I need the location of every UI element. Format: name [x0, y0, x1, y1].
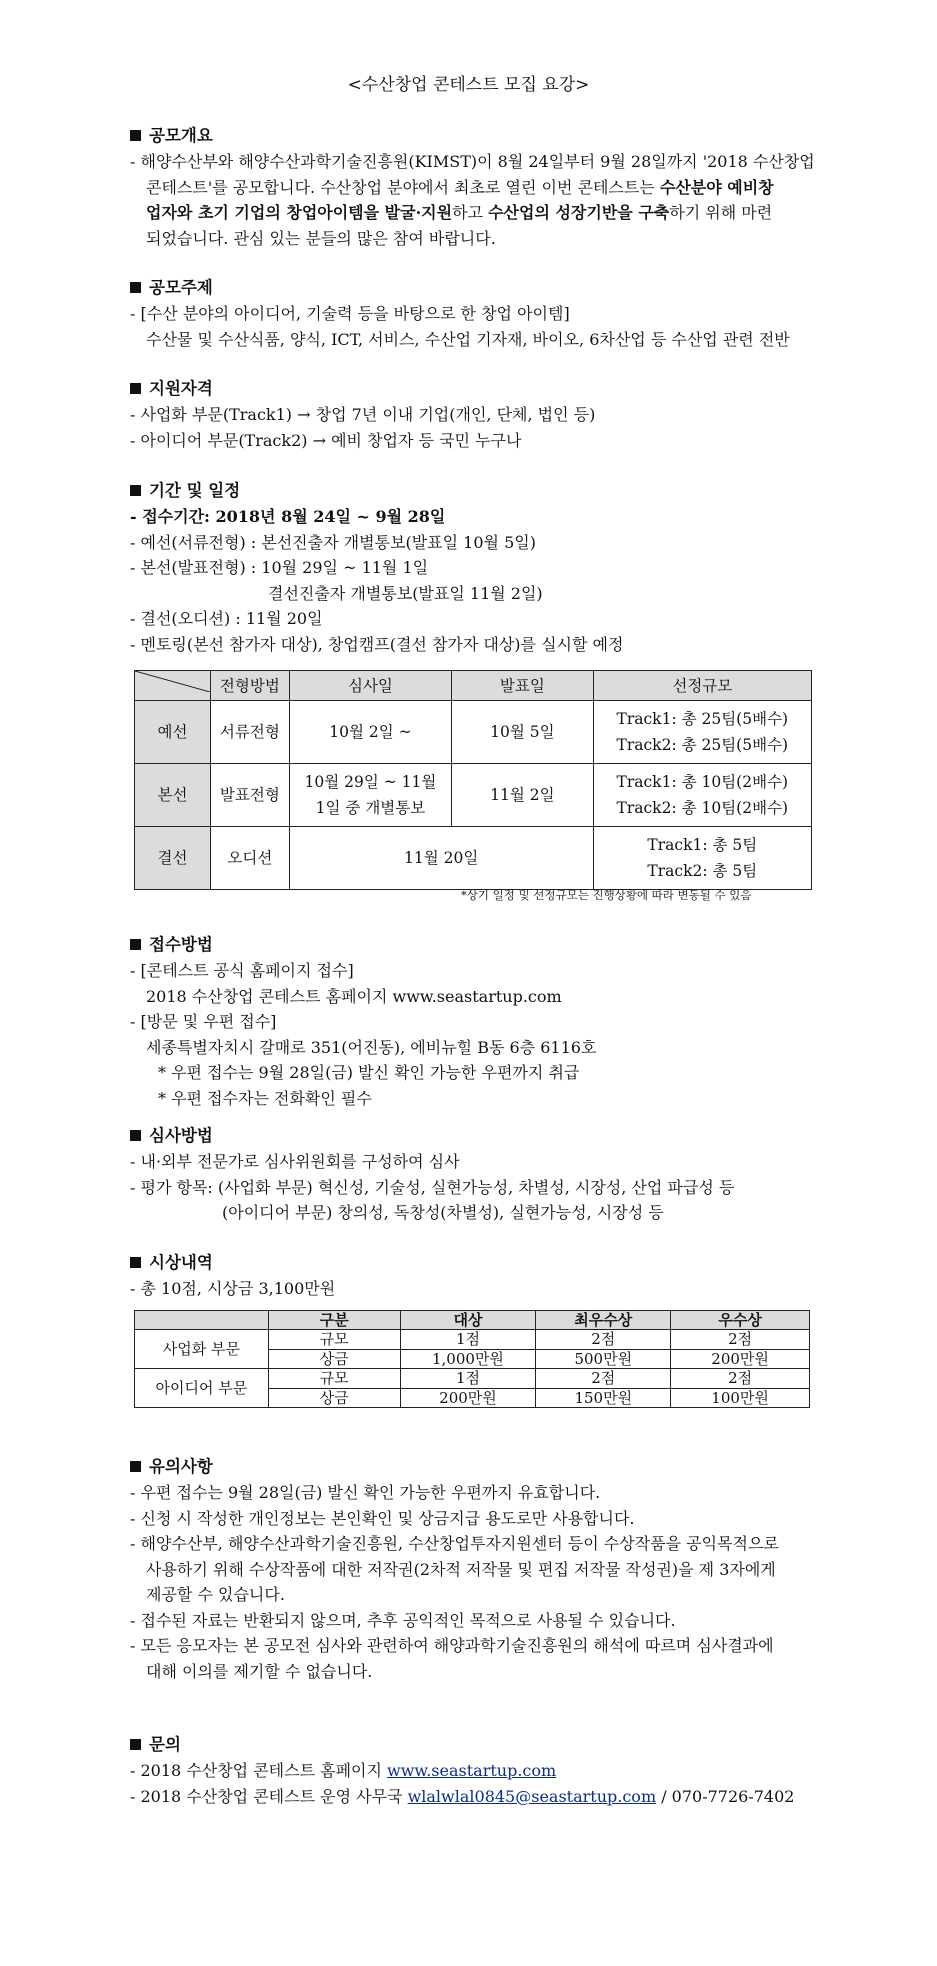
schedule-line: - 본선(발표전형) : 10월 29일 ~ 11월 1일 [130, 558, 429, 577]
awards-table [134, 1310, 810, 1408]
section-eligibility [130, 376, 820, 453]
section-heading: 심사방법 [130, 1123, 820, 1149]
announce-date-cell: 11월 2일 [452, 764, 593, 827]
table-cell: 1점 [400, 1369, 536, 1389]
schedule-line: - 멘토링(본선 참가자 대상), 창업캠프(결선 참가자 대상)를 실시할 예정 [130, 634, 624, 654]
square-bullet-icon [130, 485, 141, 496]
table-row [135, 827, 812, 890]
square-bullet-icon [130, 383, 141, 394]
diagonal-line-icon [135, 671, 210, 692]
judging-line: - 내·외부 전문가로 심사위원회를 구성하여 심사 [130, 1152, 460, 1171]
section-heading: 공모개요 [130, 123, 820, 149]
section-submission [130, 932, 820, 1111]
email-link[interactable]: wlalwlal0845@seastartup.com [407, 1786, 657, 1806]
square-bullet-icon [130, 1461, 141, 1472]
table-cell: 상금 [268, 1349, 400, 1369]
scale-cell: Track1: 총 10팀(2배수) Track2: 총 10팀(2배수) [593, 764, 811, 827]
table-cell: 100만원 [671, 1388, 810, 1408]
contact-line: - 2018 수산창업 콘테스트 홈페이지 www.seastartup.com [130, 1761, 557, 1780]
eligibility-line: - 아이디어 부문(Track2) → 예비 창업자 등 국민 누구나 [130, 430, 522, 450]
overview-line: 되었습니다. 관심 있는 분들의 많은 참여 바랍니다. [146, 228, 496, 248]
schedule-line: 결선진출자 개별통보(발표일 11월 2일) [268, 583, 543, 603]
overview-line: 콘테스트'를 공모합니다. 수산창업 분야에서 최초로 열린 이번 콘테스트는 수산분야 예비창 [146, 177, 774, 197]
theme-line: 수산물 및 수산식품, 양식, ICT, 서비스, 수산업 기자재, 바이오, 6차산업 등 수산업 관련 전반 [146, 329, 790, 349]
notes-line: 사용하기 위해 수상작품에 대한 저작권(2차적 저작물 및 편집 저작물 작성권)을 제 3자에게 [146, 1559, 776, 1579]
submission-line: - [콘테스트 공식 홈페이지 접수] [130, 961, 354, 980]
judging-line: (아이디어 부문) 창의성, 독창성(차별성), 실현가능성, 시장성 등 [222, 1203, 664, 1222]
table-cell: 200만원 [671, 1349, 810, 1369]
section-heading: 접수방법 [130, 932, 820, 958]
judging-line: - 평가 항목: (사업화 부문) 혁신성, 기술성, 실현가능성, 차별성, 시장성, 산업 파급성 등 [130, 1177, 735, 1197]
overview-line: - 해양수산부와 해양수산과학기술진흥원(KIMST)이 8월 24일부터 9월 28일까지 '2018 수산창업 [130, 152, 815, 171]
eligibility-line: - 사업화 부문(Track1) → 창업 7년 이내 기업(개인, 단체, 법인 등) [130, 405, 596, 424]
theme-line: - [수산 분야의 아이디어, 기술력 등을 바탕으로 한 창업 아이템] [130, 304, 570, 323]
square-bullet-icon [130, 282, 141, 293]
awards-line: - 총 10점, 시상금 3,100만원 [130, 1279, 336, 1298]
table-header: 최우수상 [536, 1311, 671, 1330]
notes-line: 대해 이의를 제기할 수 없습니다. [146, 1661, 373, 1681]
section-contact [130, 1732, 820, 1809]
table-header: 대상 [400, 1311, 536, 1330]
table-header: 발표일 [452, 671, 593, 701]
table-corner-cell [135, 671, 211, 701]
table-cell: 2점 [536, 1369, 671, 1389]
section-schedule [130, 478, 820, 657]
review-date-cell: 10월 2일 ~ [289, 701, 451, 764]
table-row [135, 701, 812, 764]
stage-cell: 본선 [135, 764, 211, 827]
notes-line: - 모든 응모자는 본 공모전 심사와 관련하여 해양과학기술진흥원의 해석에 따르며 심사결과에 [130, 1636, 774, 1655]
method-cell: 발표전형 [211, 764, 290, 827]
square-bullet-icon [130, 1130, 141, 1141]
section-theme [130, 275, 820, 352]
notes-line: - 접수된 자료는 반환되지 않으며, 추후 공익적인 목적으로 사용될 수 있습니다. [130, 1610, 676, 1630]
table-cell: 규모 [268, 1369, 400, 1389]
table-cell: 2점 [671, 1369, 810, 1389]
table-row [135, 764, 812, 827]
section-heading: 기간 및 일정 [130, 478, 820, 504]
submission-line: * 우편 접수자는 전화확인 필수 [158, 1088, 372, 1108]
notes-line: - 해양수산부, 해양수산과학기술진흥원, 수산창업투자지원센터 등이 수상작품을 공익목적으로 [130, 1534, 779, 1553]
square-bullet-icon [130, 939, 141, 950]
notes-line: 제공할 수 있습니다. [146, 1585, 285, 1604]
schedule-line: - 예선(서류전형) : 본선진출자 개별통보(발표일 10월 5일) [130, 532, 536, 552]
table-cell: 1,000만원 [400, 1349, 536, 1369]
table-cell: 2점 [536, 1330, 671, 1350]
final-date-cell: 11월 20일 [289, 827, 593, 890]
section-overview [130, 123, 820, 251]
submission-line: * 우편 접수는 9월 28일(금) 발신 확인 가능한 우편까지 취급 [158, 1063, 580, 1082]
table-row [135, 1369, 810, 1389]
section-heading: 유의사항 [130, 1454, 820, 1480]
table-cell: 200만원 [400, 1388, 536, 1408]
table-cell: 150만원 [536, 1388, 671, 1408]
section-judging [130, 1123, 820, 1226]
section-heading: 지원자격 [130, 376, 820, 402]
square-bullet-icon [130, 1257, 141, 1268]
review-date-cell: 10월 29일 ~ 11월 1일 중 개별통보 [289, 764, 451, 827]
table-header: 선정규모 [593, 671, 811, 701]
table-cell: 2점 [671, 1330, 810, 1350]
table-header [135, 1311, 269, 1330]
schedule-line: - 결선(오디션) : 11월 20일 [130, 609, 323, 628]
scale-cell: Track1: 총 5팀 Track2: 총 5팀 [593, 827, 811, 890]
submission-line: - [방문 및 우편 접수] [130, 1012, 277, 1031]
announce-date-cell: 10월 5일 [452, 701, 593, 764]
submission-line: 2018 수산창업 콘테스트 홈페이지 www.seastartup.com [146, 986, 562, 1006]
table-row [135, 1330, 810, 1350]
award-group-cell: 사업화 부문 [135, 1330, 269, 1369]
stage-cell: 예선 [135, 701, 211, 764]
table-cell: 1점 [400, 1330, 536, 1350]
section-heading: 공모주제 [130, 275, 820, 301]
table-cell: 규모 [268, 1330, 400, 1350]
table-cell: 500만원 [536, 1349, 671, 1369]
stage-cell: 결선 [135, 827, 211, 890]
square-bullet-icon [130, 1739, 141, 1750]
schedule-line: - 접수기간: 2018년 8월 24일 ~ 9월 28일 [130, 507, 446, 526]
notes-line: - 신청 시 작성한 개인정보는 본인확인 및 상금지급 용도로만 사용합니다. [130, 1508, 635, 1528]
method-cell: 오디션 [211, 827, 290, 890]
submission-line: 세종특별자치시 갈매로 351(어진동), 에비뉴힐 B동 6층 6116호 [146, 1037, 597, 1057]
square-bullet-icon [130, 130, 141, 141]
method-cell: 서류전형 [211, 701, 290, 764]
table-header: 우수상 [671, 1311, 810, 1330]
table-header: 전형방법 [211, 671, 290, 701]
scale-cell: Track1: 총 25팀(5배수) Track2: 총 25팀(5배수) [593, 701, 811, 764]
contact-line: - 2018 수산창업 콘테스트 운영 사무국 wlalwlal0845@seastartup.com / 070-7726-7402 [130, 1786, 795, 1806]
notes-line: - 우편 접수는 9월 28일(금) 발신 확인 가능한 우편까지 유효합니다. [130, 1483, 601, 1502]
overview-line: 업자와 초기 기업의 창업아이템을 발굴·지원하고 수산업의 성장기반을 구축하기 위해 마련 [146, 203, 773, 222]
table-header: 심사일 [289, 671, 451, 701]
section-notes [130, 1454, 820, 1684]
section-heading: 문의 [130, 1732, 820, 1758]
table-cell: 상금 [268, 1388, 400, 1408]
schedule-table [134, 670, 812, 890]
table-header: 구분 [268, 1311, 400, 1330]
page-title: <수산창업 콘테스트 모집 요강> [347, 75, 590, 95]
homepage-link[interactable]: www.seastartup.com [387, 1761, 557, 1780]
section-awards [130, 1250, 820, 1302]
award-group-cell: 아이디어 부문 [135, 1369, 269, 1408]
schedule-table-note: *상기 일정 및 선정규모는 진행상황에 따라 변동될 수 있음 [461, 888, 752, 902]
section-heading: 시상내역 [130, 1250, 820, 1276]
